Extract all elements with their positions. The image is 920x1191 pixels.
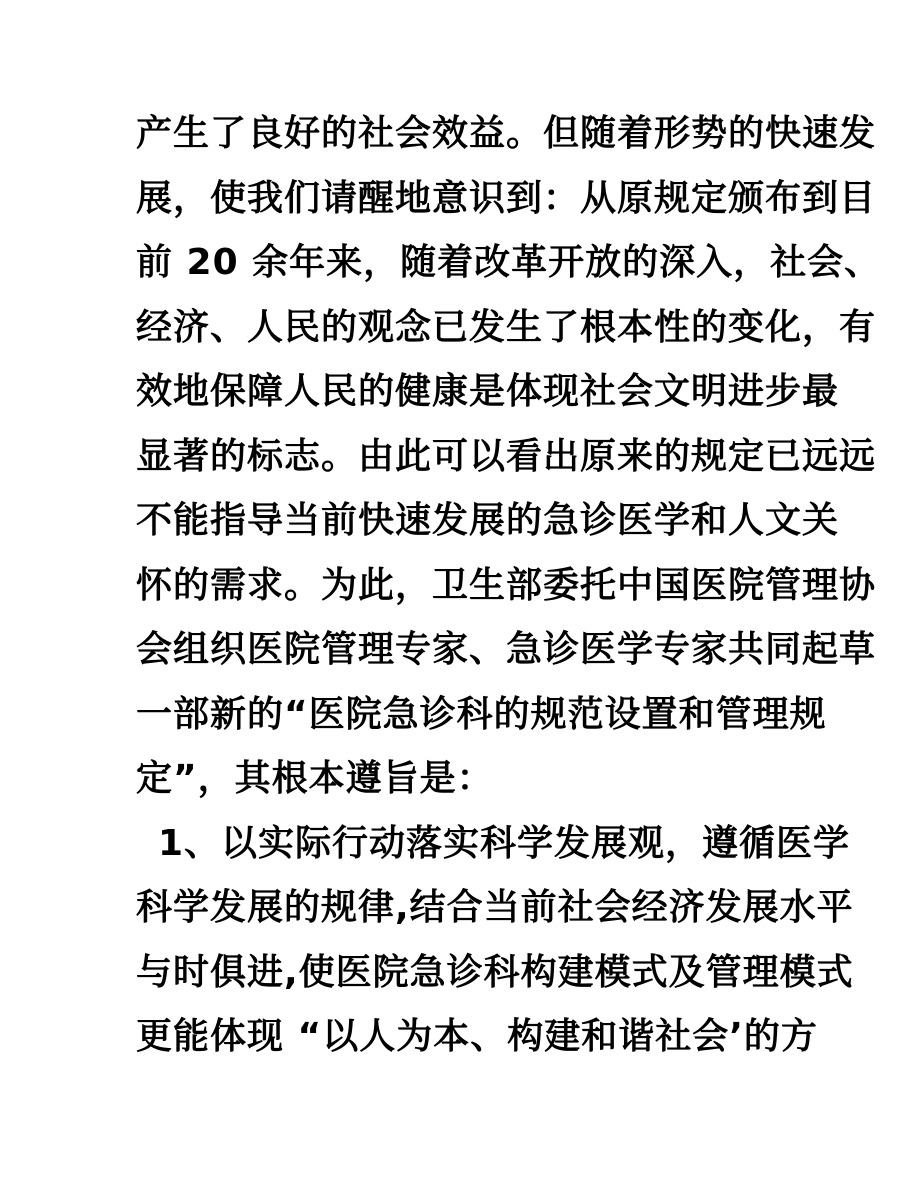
list-item-1-line-3: 与时俱进,使医院急诊科构建模式及管理模式 xyxy=(136,951,854,993)
list-item-1-line-1: 1、以实际行动落实科学发展观，遵循医学 xyxy=(158,822,851,864)
list-item-1-line-4: 更能体现 “以人为本、构建和谐社会’的方 xyxy=(136,1016,818,1057)
text-line-9: 会组织医院管理专家、急诊医学专家共同起草 xyxy=(136,629,877,670)
text-line-10: 一部新的“医院急诊科的规范设置和管理规 xyxy=(136,693,827,735)
text-line-3: 前 20 余年来，随着改革开放的深入，社会、 xyxy=(136,242,882,283)
text-line-4: 经济、人民的观念已发生了根本性的变化，有 xyxy=(136,306,877,348)
list-item-1-line-2: 科学发展的规律,结合当前社会经济发展水平 xyxy=(136,887,854,928)
text-line-11: 定”，其根本遵旨是： xyxy=(136,758,494,799)
text-line-7: 不能指导当前快速发展的急诊医学和人文关 xyxy=(136,500,840,541)
body-text xyxy=(136,102,882,1070)
text-line-6: 显著的标志。由此可以看出原来的规定已远远 xyxy=(136,435,877,477)
text-line-8: 怀的需求。为此，卫生部委托中国医院管理协 xyxy=(136,564,877,606)
text-line-5: 效地保障人民的健康是体现社会文明进步最 xyxy=(136,371,840,412)
text-line-1: 产生了良好的社会效益。但随着形势的快速发 xyxy=(136,113,877,154)
text-line-2: 展，使我们请醒地意识到：从原规定颁布到目 xyxy=(136,177,877,219)
